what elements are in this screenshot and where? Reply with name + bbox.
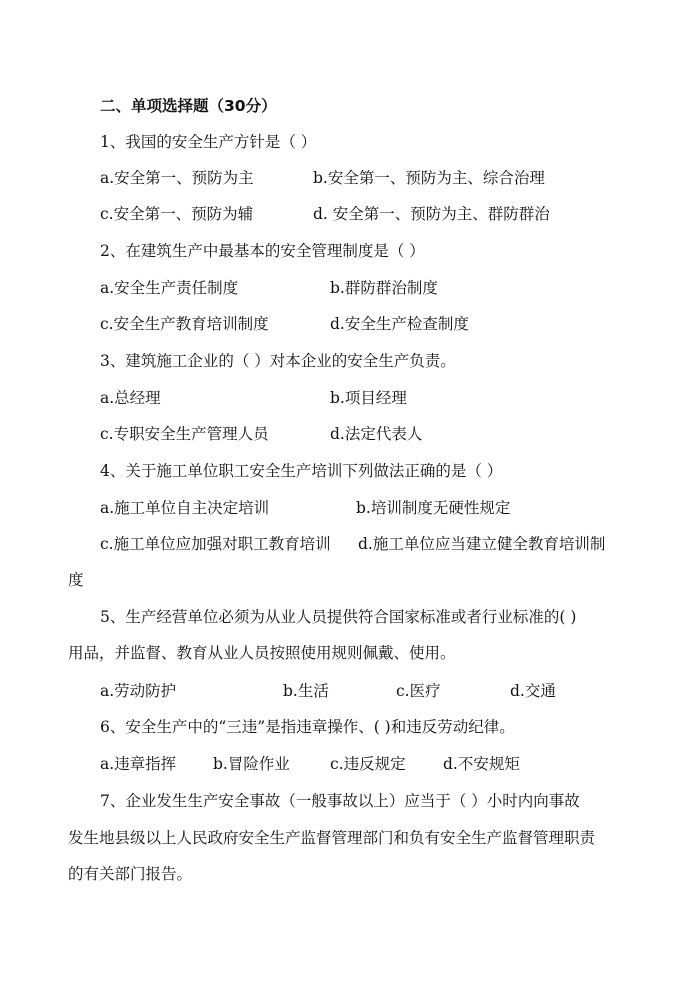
option-a: a.违章指挥 [100, 755, 177, 773]
option-b: b.安全第一、预防为主、综合治理 [313, 169, 545, 187]
question-7-stem-line-2: 发生地县级以上人民政府安全生产监督管理部门和负有安全生产监督管理职责 [68, 829, 596, 847]
option-c: c.安全生产教育培训制度 [100, 315, 269, 333]
option-d: d.法定代表人 [330, 425, 423, 443]
option-c: c.专职安全生产管理人员 [100, 425, 269, 443]
option-b: b.培训制度无硬性规定 [356, 499, 511, 517]
question-4-stem: 4、关于施工单位职工安全生产培训下列做法正确的是（ ） [100, 462, 503, 480]
option-a: a.安全第一、预防为主 [100, 169, 254, 187]
question-1-stem: 1、我国的安全生产方针是（ ） [100, 133, 317, 151]
question-7-stem-line-3: 的有关部门报告。 [68, 865, 193, 883]
section-title: 二、单项选择题（30分） [100, 97, 277, 115]
option-a: a.安全生产责任制度 [100, 279, 239, 297]
option-c: c.施工单位应加强对职工教育培训 [100, 535, 331, 553]
option-b: b.项目经理 [330, 389, 407, 407]
question-6-stem: 6、安全生产中的“三违”是指违章操作、( )和违反劳动纪律。 [100, 718, 515, 736]
question-4-continuation: 度 [68, 571, 84, 589]
option-a: a.劳动防护 [100, 682, 177, 700]
option-c: c.安全第一、预防为辅 [100, 205, 254, 223]
option-a: a.施工单位自主决定培训 [100, 499, 270, 517]
option-d: d. 安全第一、预防为主、群防群治 [313, 205, 550, 223]
question-5-stem-line-1: 5、生产经营单位必须为从业人员提供符合国家标准或者行业标准的( ) [100, 608, 577, 626]
option-a: a.总经理 [100, 389, 161, 407]
option-d: d.施工单位应当建立健全教育培训制 [358, 535, 606, 553]
option-d: d.安全生产检查制度 [330, 315, 469, 333]
option-d: d.交通 [510, 682, 556, 700]
option-b: b.生活 [283, 682, 329, 700]
question-5-stem-line-2: 用品，并监督、教育从业人员按照使用规则佩戴、使用。 [68, 644, 456, 662]
option-b: b.群防群治制度 [330, 279, 438, 297]
option-c: c.违反规定 [330, 755, 406, 773]
question-7-stem-line-1: 7、企业发生生产安全事故（一般事故以上）应当于（ ）小时内向事故 [100, 792, 580, 810]
option-c: c.医疗 [396, 682, 441, 700]
option-d: d.不安规矩 [443, 755, 520, 773]
question-3-stem: 3、建筑施工企业的（ ）对本企业的安全生产负责。 [100, 352, 456, 370]
question-2-stem: 2、在建筑生产中最基本的安全管理制度是（ ） [100, 242, 425, 260]
option-b: b.冒险作业 [213, 755, 290, 773]
